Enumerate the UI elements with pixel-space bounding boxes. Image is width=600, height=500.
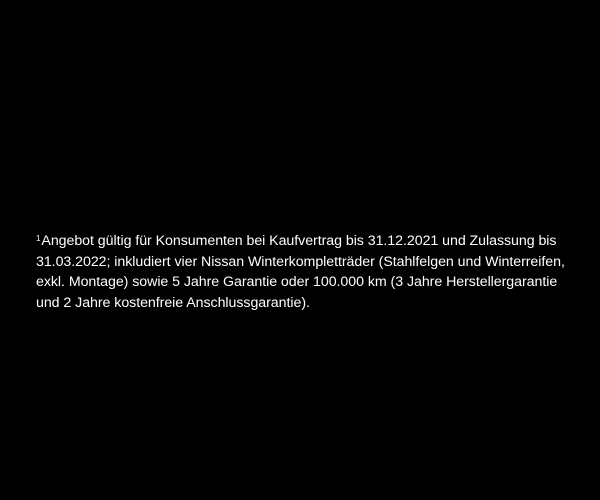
offer-disclaimer xyxy=(36,231,566,313)
disclaimer-text: Angebot gültig für Konsumenten bei Kaufvertrag bis 31.12.2021 und Zulassung bis 31.03.2022; inkludiert vier Nissan Winterkompletträder (Stahlfelgen und Winterreifen, exkl. Montage) sowie 5 Jahre Garantie oder 100.000 km (3 Jahre Herstellergarantie und 2 Jahre kostenfreie Anschlussgarantie). xyxy=(36,233,565,311)
footnote-marker: 1 xyxy=(36,233,41,243)
